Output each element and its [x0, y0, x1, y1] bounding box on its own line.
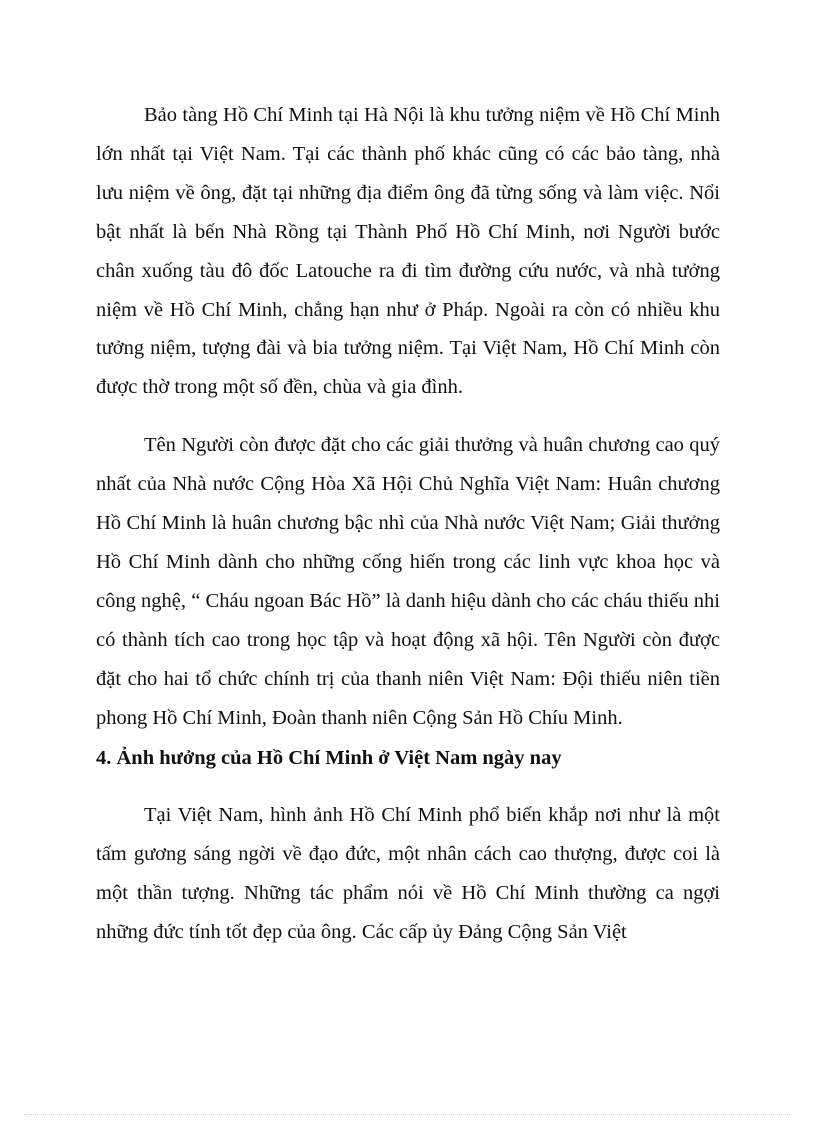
paragraph-awards: Tên Người còn được đặt cho các giải thưởng và huân chương cao quý nhất của Nhà nước Cộng Hòa Xã Hội Chủ Nghĩa Việt Nam: Huân chương Hồ Chí Minh là huân chương bậc nhì của Nhà nước Việt Nam; Giải thưởng Hồ Chí Minh dành cho những cống hiến trong các linh vực khoa học và công nghệ, “ Cháu ngoan Bác Hồ” là danh hiệu dành cho các cháu thiếu nhi có thành tích cao trong học tập và hoạt động xã hội. Tên Người còn được đặt cho hai tổ chức chính trị của thanh niên Việt Nam: Đội thiếu niên tiền phong Hồ Chí Minh, Đoàn thanh niên Cộng Sản Hồ Chíu Minh. [96, 434, 720, 729]
paragraph-museums: Bảo tàng Hồ Chí Minh tại Hà Nội là khu tưởng niệm về Hồ Chí Minh lớn nhất tại Việt Nam. Tại các thành phố khác cũng có các bảo tàng, nhà lưu niệm về ông, đặt tại những địa điểm ông đã từng sống và làm việc. Nổi bật nhất là bến Nhà Rồng tại Thành Phố Hồ Chí Minh, nơi Người bước chân xuống tàu đô đốc Latouche ra đi tìm đường cứu nước, và nhà tưởng niệm về Hồ Chí Minh, chẳng hạn như ở Pháp. Ngoài ra còn có nhiều khu tưởng niệm, tượng đài và bia tưởng niệm. Tại Việt Nam, Hồ Chí Minh còn được thờ trong một số đền, chùa và gia đình. [96, 104, 720, 399]
document-body [96, 96, 720, 952]
paragraph-influence: Tại Việt Nam, hình ảnh Hồ Chí Minh phổ biến khắp nơi như là một tấm gương sáng ngời về đạo đức, một nhân cách cao thượng, được coi là một thần tượng. Những tác phẩm nói về Hồ Chí Minh thường ca ngợi những đức tính tốt đẹp của ông. Các cấp ủy Đảng Cộng Sản Việt [96, 804, 720, 944]
page-bottom-border [24, 1114, 792, 1115]
section-heading: 4. Ảnh hưởng của Hồ Chí Minh ở Việt Nam ngày nay [96, 746, 562, 769]
